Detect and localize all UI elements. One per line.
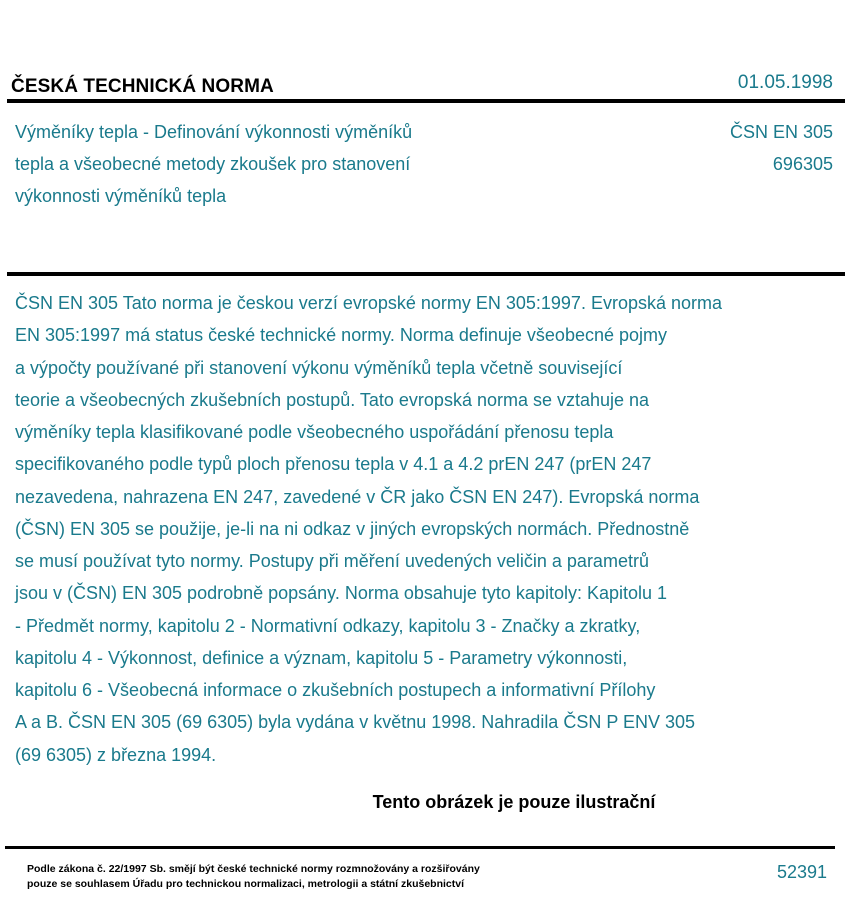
document-header-title: ČESKÁ TECHNICKÁ NORMA — [11, 76, 274, 97]
abstract-line: a výpočty používané při stanovení výkonu výměníků tepla včetně související — [15, 357, 623, 378]
abstract-line: A a B. ČSN EN 305 (69 6305) byla vydána v květnu 1998. Nahradila ČSN P ENV 305 — [15, 712, 696, 733]
abstract-line: (69 6305) z března 1994. — [15, 744, 217, 765]
header-divider — [7, 99, 845, 103]
abstract-line: ČSN EN 305 Tato norma je českou verzí evropské normy EN 305:1997. Evropská norma — [15, 293, 723, 313]
illustration-note: Tento obrázek je pouze ilustrační — [372, 792, 656, 812]
abstract-line: se musí používat tyto normy. Postupy při měření uvedených veličin a parametrů — [15, 551, 649, 571]
standard-title-line: Výměníky tepla - Definování výkonnosti výměníků — [15, 122, 413, 142]
abstract-line: kapitolu 6 - Všeobecná informace o zkušebních postupech a informativní Přílohy — [15, 680, 656, 700]
standard-title-line: tepla a všeobecné metody zkoušek pro stanovení — [15, 154, 411, 174]
abstract-line: (ČSN) EN 305 se použije, je-li na ni odkaz v jiných evropských normách. Přednostně — [15, 518, 690, 539]
standard-title — [15, 116, 535, 212]
standard-title-line: výkonnosti výměníků tepla — [15, 186, 227, 206]
standard-number: 696305 — [772, 154, 833, 174]
legal-notice-line: Podle zákona č. 22/1997 Sb. smějí být české technické normy rozmnožovány a rozšiřovány — [27, 863, 480, 875]
abstract-line: teorie a všeobecných zkušebních postupů. Tato evropská norma se vztahuje na — [15, 389, 650, 410]
abstract-line: nezavedena, nahrazena EN 247, zavedené v ČR jako ČSN EN 247). Evropská norma — [15, 486, 700, 507]
legal-notice-line: pouze se souhlasem Úřadu pro technickou normalizaci, metrologii a státní zkušebnictví — [27, 878, 465, 890]
abstract-line: - Předmět normy, kapitolu 2 - Normativní odkazy, kapitolu 3 - Značky a zkratky, — [15, 615, 641, 636]
abstract-line: EN 305:1997 má status české technické normy. Norma definuje všeobecné pojmy — [15, 325, 667, 346]
standard-code: ČSN EN 305 — [729, 122, 833, 142]
abstract-line: výměníky tepla klasifikované podle všeobecného uspořádání přenosu tepla — [15, 422, 614, 442]
abstract-text — [15, 287, 858, 771]
abstract-line: jsou v (ČSN) EN 305 podrobně popsány. Norma obsahuje tyto kapitoly: Kapitolu 1 — [15, 583, 668, 604]
abstract-line: specifikovaného podle typů ploch přenosu tepla v 4.1 a 4.2 prEN 247 (prEN 247 — [15, 454, 652, 475]
footer-divider — [5, 846, 835, 849]
section-divider — [7, 272, 845, 276]
catalog-number: 52391 — [776, 862, 827, 882]
issue-date: 01.05.1998 — [737, 72, 833, 93]
abstract-line: kapitolu 4 - Výkonnost, definice a význam, kapitolu 5 - Parametry výkonnosti, — [15, 647, 628, 668]
legal-notice — [27, 862, 480, 892]
